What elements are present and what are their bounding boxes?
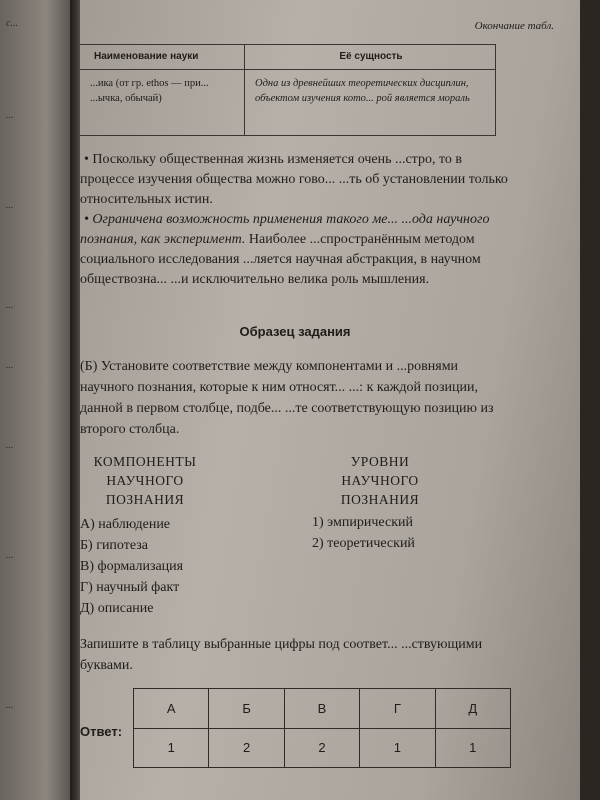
answer-digit: 2: [209, 728, 284, 768]
answer-letter: А: [134, 689, 209, 729]
section-title: Образец задания: [239, 324, 351, 339]
components-header: [80, 452, 210, 509]
level-item: 1) эмпирический: [312, 515, 413, 530]
component-item: В) формализация: [80, 559, 184, 574]
answer-digit: 1: [435, 728, 510, 768]
levels-header-line: НАУЧНОГО: [341, 473, 419, 488]
component-item: Б) гипотеза: [80, 538, 148, 553]
levels-list: [312, 512, 415, 554]
components-header-line: ПОЗНАНИЯ: [105, 492, 185, 507]
table-continuation-note: Окончание табл.: [474, 20, 554, 32]
adjacent-page-fragment: ...: [6, 700, 14, 711]
adjacent-page-fragment: ...: [6, 550, 14, 561]
answer-letter: Г: [360, 689, 435, 729]
adjacent-page-fragment: ...: [6, 110, 14, 121]
levels-header-line: УРОВНИ: [350, 454, 410, 469]
science-essence-cell: Одна из древнейших теоретических дисциплин, объектом изучения кото... рой является мораль: [255, 78, 470, 104]
science-table-row: [80, 70, 495, 136]
component-item: Д) описание: [80, 601, 154, 616]
components-header-line: НАУЧНОГО: [106, 473, 184, 488]
answer-instruction: Запишите в таблицу выбранные цифры под соответ... ...ствующими буквами.: [80, 637, 483, 673]
science-essence-header: Её сущность: [339, 51, 403, 62]
science-name-header: Наименование науки: [80, 45, 245, 69]
book-page: [80, 0, 580, 800]
adjacent-page-fragment: ...: [6, 360, 14, 371]
answer-letter: Б: [209, 689, 284, 729]
components-header-line: КОМПОНЕНТЫ: [93, 454, 197, 469]
bullet-relative-truths: • Поскольку общественная жизнь изменяется очень ...стро, то в процессе изучения общества можно гово... ...ть об установлении только относительных истин.: [80, 152, 508, 207]
answer-letter: Д: [435, 689, 510, 729]
science-table: [80, 44, 496, 136]
adjacent-page-fragment: ...: [6, 300, 14, 311]
answer-label: Ответ:: [80, 724, 123, 739]
levels-header-line: ПОЗНАНИЯ: [340, 492, 420, 507]
answer-digit: 1: [134, 728, 209, 768]
adjacent-page-fragment: ...: [6, 200, 14, 211]
answer-digit: 2: [284, 728, 359, 768]
answer-letters-row: [134, 689, 511, 729]
answer-digits-row: [134, 728, 511, 768]
answer-table: [133, 688, 511, 768]
levels-header: [320, 452, 440, 509]
bullet-experiment-italic: • Ограничена возможность применения такого ме... ...ода научного познания, как эксперимент.: [80, 212, 490, 247]
level-item: 2) теоретический: [312, 536, 415, 551]
science-name-cell: ...ика (от гр. ethos — при... ...ычка, обычай): [80, 70, 245, 136]
component-item: Г) научный факт: [80, 580, 180, 595]
adjacent-page-fragment: с...: [6, 18, 18, 29]
adjacent-page: [0, 0, 78, 800]
task-text: [80, 356, 506, 440]
task-statement: (Б) Установите соответствие между компонентами и ...ровнями научного познания, которые к ним относят... ...: к каждой позиции, данной в первом столбце, подбе... ...те соответствующую позицию из второго столбца.: [80, 359, 494, 437]
answer-letter: В: [284, 689, 359, 729]
science-table-header: [80, 45, 495, 70]
component-item: А) наблюдение: [80, 517, 171, 532]
body-text: [80, 150, 510, 290]
components-list: [80, 514, 183, 619]
bullet-experiment-rest: Наиболее ...спространённым методом социального исследования ...ляется научная абстракция, в научном обществозна... ...и исключительно велика роль мышления.: [80, 232, 481, 287]
answer-digit: 1: [360, 728, 435, 768]
adjacent-page-fragment: ...: [6, 440, 14, 451]
bullet-experiment: [80, 210, 510, 290]
